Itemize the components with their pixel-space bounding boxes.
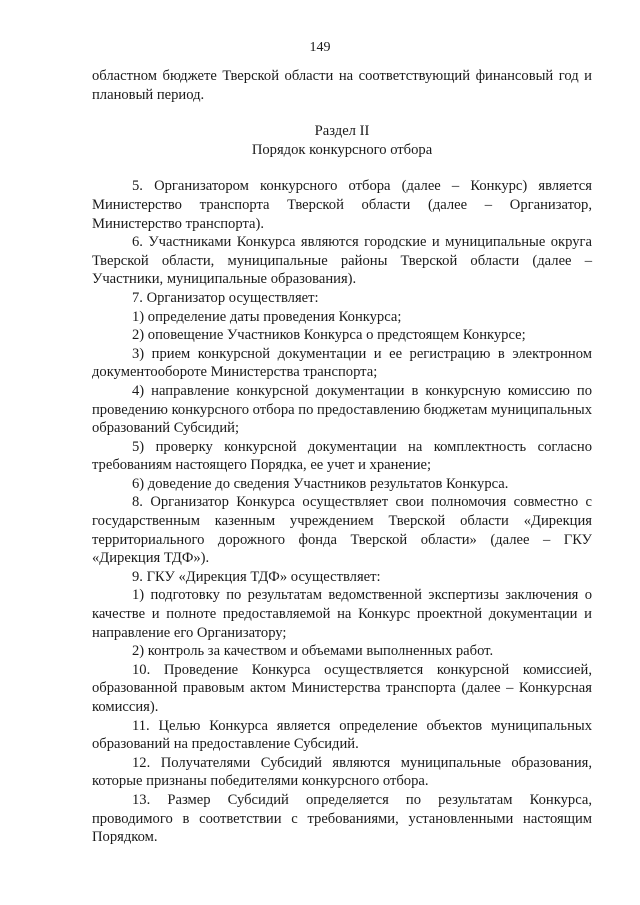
paragraph-11: 11. Целью Конкурса является определение объектов муниципальных образований на предоставление Субсидий. (92, 717, 592, 753)
list-item-7-2: 2) оповещение Участников Конкурса о предстоящем Конкурсе; (132, 327, 526, 344)
paragraph-5: 5. Организатором конкурсного отбора (далее – Конкурс) является Министерство транспорта Тверской области (далее – Организатор, Министерство транспорта). (92, 178, 592, 232)
list-item-7-6: 6) доведение до сведения Участников результатов Конкурса. (132, 475, 509, 492)
list-item-7-4: 4) направление конкурсной документации в конкурсную комиссию по проведению конкурсного отбора по предоставлению бюджетам муниципальных образований Субсидий; (92, 382, 592, 437)
paragraph-7: 7. Организатор осуществляет: (132, 289, 319, 306)
intro-paragraph: областном бюджете Тверской области на соответствующий финансовый год и плановый период. (92, 68, 592, 103)
paragraph-6: 6. Участниками Конкурса являются городские и муниципальные округа Тверской области, муниципальные районы Тверской области (далее – Участники, муниципальные образования). (92, 234, 592, 288)
list-item-7-1: 1) определение даты проведения Конкурса; (132, 308, 402, 325)
paragraph-list (92, 177, 592, 846)
list-item-9-1: 1) подготовку по результатам ведомственной экспертизы заключения о качестве и полноте предоставляемой на Конкурс проектной документации и направление его Организатору; (92, 587, 592, 641)
list-item-7-5: 5) проверку конкурсной документации на комплектность согласно требованиям настоящего Порядка, ее учет и хранение; (92, 438, 592, 474)
list-item-9-2: 2) контроль за качеством и объемами выполненных работ. (132, 643, 494, 660)
paragraph-8: 8. Организатор Конкурса осуществляет свои полномочия совместно с государственным казенным учреждением Тверской области «Дирекция территориального дорожного фонда Тверской области» (далее – ГКУ «Дирекция ТДФ»). (92, 494, 592, 567)
list-item-7-3: 3) прием конкурсной документации и ее регистрацию в электронном документообороте Министерства транспорта; (92, 345, 592, 381)
section-subtitle: Порядок конкурсного отбора (251, 141, 433, 158)
paragraph-10: 10. Проведение Конкурса осуществляется конкурсной комиссией, образованной правовым актом Министерства транспорта (далее – Конкурсная комиссия). (92, 661, 592, 715)
page-number: 149 (309, 40, 331, 55)
document-body (92, 67, 592, 847)
paragraph-13: 13. Размер Субсидий определяется по результатам Конкурса, проводимого в соответствии с требованиями, установленными настоящим Порядком. (92, 791, 592, 846)
paragraph-9: 9. ГКУ «Дирекция ТДФ» осуществляет: (132, 568, 381, 585)
section-title: Раздел II (314, 123, 370, 140)
paragraph-12: 12. Получателями Субсидий являются муниципальные образования, которые признаны победителями конкурсного отбора. (92, 754, 592, 790)
